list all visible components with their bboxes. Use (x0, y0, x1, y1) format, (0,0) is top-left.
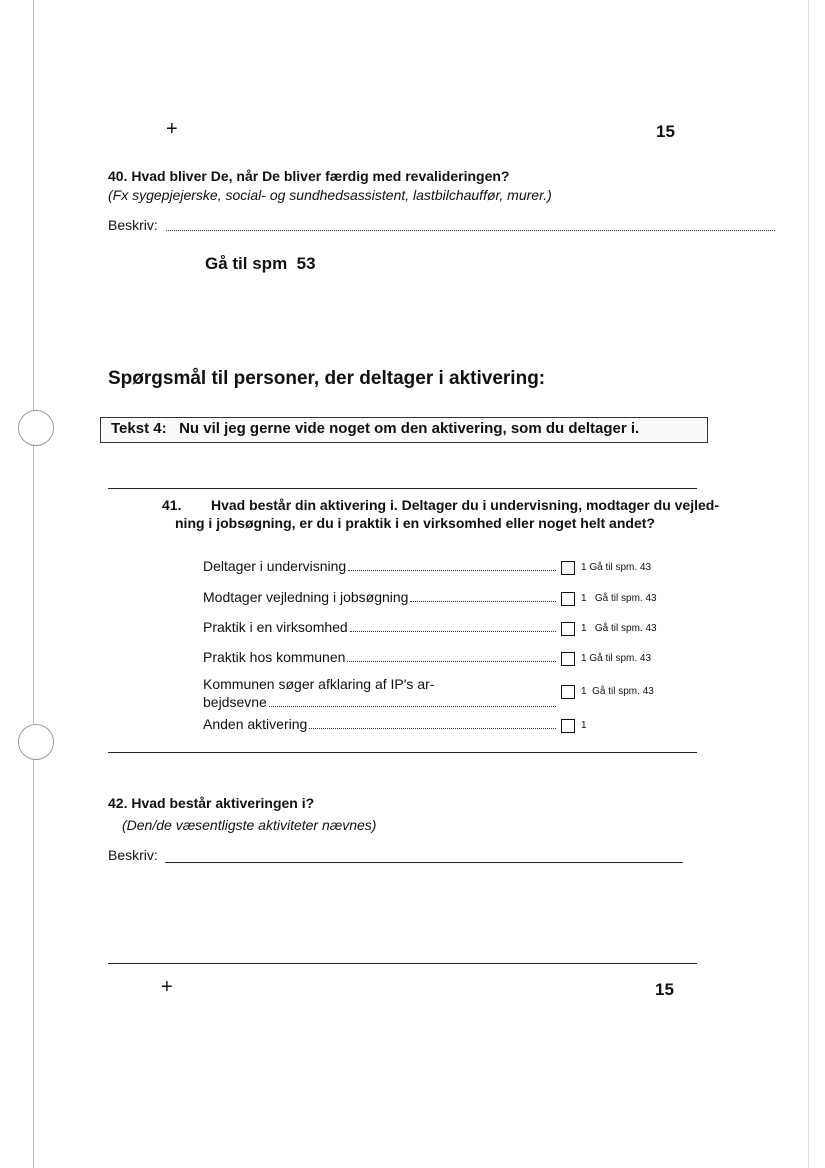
option-code: 1 (581, 593, 587, 604)
section-heading: Spørgsmål til personer, der deltager i aktivering: (108, 368, 546, 389)
option-row (203, 694, 558, 710)
option-checkbox[interactable] (561, 685, 575, 699)
describe-answer-field[interactable] (166, 230, 775, 231)
left-margin-line (33, 0, 34, 1168)
option-skip: Gå til spm. 43 (594, 593, 657, 604)
option-row (203, 558, 558, 574)
option-label: bejdsevne (203, 694, 267, 710)
right-margin-line (808, 0, 809, 1168)
option-label-line1: Kommunen søger afklaring af IP's ar- (203, 676, 435, 692)
skip-instruction: Gå til spm 53 (205, 254, 316, 273)
divider (108, 752, 697, 753)
option-checkbox[interactable] (561, 592, 575, 606)
question-42-hint: (Den/de væsentligste aktiviteter nævnes) (122, 817, 377, 833)
option-code: 1 (581, 686, 587, 697)
question-41-line2: ning i jobsøgning, er du i praktik i en virksomhed eller noget helt andet? (175, 515, 655, 531)
registration-mark: + (166, 118, 178, 140)
option-checkbox[interactable] (561, 652, 575, 666)
registration-mark: + (161, 976, 173, 998)
question-42-title: 42. Hvad består aktiveringen i? (108, 795, 315, 811)
option-checkbox[interactable] (561, 561, 575, 575)
option-skip: Gå til spm. 43 (589, 562, 652, 573)
option-code: 1 (581, 623, 587, 634)
option-skip: Gå til spm. 43 (594, 623, 657, 634)
option-code: 1 (581, 562, 587, 573)
punch-hole (18, 410, 54, 446)
option-skip: Gå til spm. 43 (592, 686, 654, 697)
page-number: 15 (655, 980, 674, 999)
question-40-title: 40. Hvad bliver De, når De bliver færdig med revalideringen? (108, 168, 510, 184)
option-code: 1 (581, 720, 587, 731)
option-code: 1 (581, 653, 587, 664)
option-checkbox[interactable] (561, 622, 575, 636)
option-checkbox[interactable] (561, 719, 575, 733)
page-number: 15 (656, 122, 675, 141)
question-41-line1: Hvad består din aktivering i. Deltager du i undervisning, modtager du vejled- (211, 497, 719, 513)
question-40-hint: (Fx sygepjejerske, social- og sundhedsassistent, lastbilchauffør, murer.) (108, 187, 552, 203)
interviewer-text-box: Tekst 4: Nu vil jeg gerne vide noget om den aktivering, som du deltager i. (100, 417, 708, 443)
punch-hole (18, 724, 54, 760)
option-row (203, 649, 558, 665)
describe-answer-field[interactable] (165, 862, 683, 863)
option-row (203, 716, 558, 732)
option-label: Praktik i en virksomhed (203, 619, 348, 635)
option-label: Anden aktivering (203, 716, 308, 732)
divider (108, 488, 697, 489)
option-row (203, 589, 558, 605)
option-label: Praktik hos kommunen (203, 649, 346, 665)
option-label: Modtager vejledning i jobsøgning (203, 589, 409, 605)
option-skip: Gå til spm. 43 (589, 653, 652, 664)
describe-label: Beskriv: (108, 217, 158, 233)
divider (108, 963, 697, 964)
question-41-number: 41. (162, 497, 182, 513)
option-row (203, 619, 558, 635)
describe-label: Beskriv: (108, 847, 158, 863)
option-label: Deltager i undervisning (203, 558, 347, 574)
